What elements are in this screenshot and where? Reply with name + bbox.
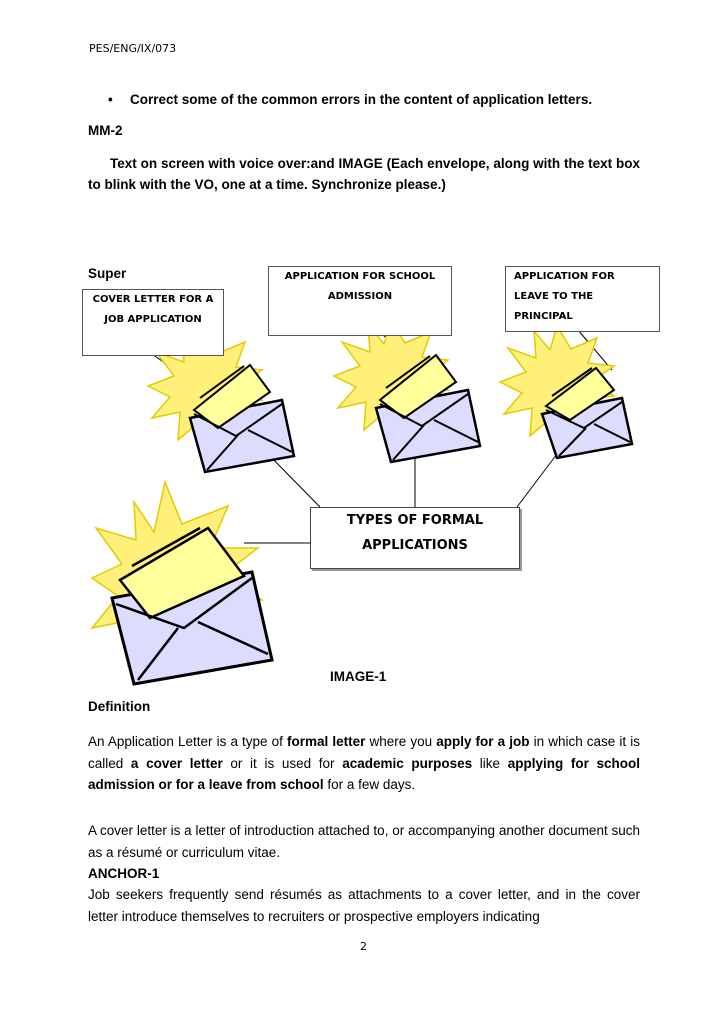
- callout-cover-letter: [82, 289, 224, 356]
- p1-bold-academic: academic purposes: [342, 755, 473, 771]
- callout-cover-line2: JOB APPLICATION: [104, 314, 202, 325]
- types-box-line2: APPLICATIONS: [362, 538, 468, 553]
- envelope-icon: [500, 326, 632, 458]
- p1-bold-cover-letter: a cover letter: [130, 755, 223, 771]
- definition-paragraph: [88, 731, 640, 796]
- anchor-label: ANCHOR-1: [88, 866, 160, 881]
- page-number: 2: [360, 940, 367, 953]
- p1-bold-formal-letter: formal letter: [287, 734, 366, 749]
- envelope-icon-large: [92, 482, 272, 684]
- image-caption: IMAGE-1: [330, 669, 387, 684]
- definition-heading: Definition: [88, 699, 151, 714]
- callout-school-line1: APPLICATION FOR SCHOOL: [284, 271, 436, 282]
- p1-text-6: for a few days.: [323, 777, 416, 792]
- types-box-line1: TYPES OF FORMAL: [346, 513, 484, 528]
- p1-text-2: where you: [365, 734, 437, 749]
- super-label: Super: [88, 266, 127, 281]
- callout-leave: [505, 266, 660, 332]
- bullet-dot: •: [108, 92, 113, 107]
- callout-leave-line2: LEAVE TO THE: [514, 291, 594, 302]
- envelope-icon: [334, 320, 480, 462]
- p1-text-1: An Application Letter is a type of: [88, 734, 288, 749]
- types-of-formal-applications-box: [310, 507, 520, 569]
- mm-label: MM-2: [88, 123, 123, 138]
- job-seekers-paragraph: Job seekers frequently send résumés as attachments to a cover letter, and in the cover letter introduce themselves to recruiters or prospective employers indicating: [88, 887, 640, 924]
- p1-bold-school-leave: applying for school admission or for a leave from school: [88, 755, 640, 792]
- cover-letter-paragraph: A cover letter is a letter of introduction attached to, or accompanying another document such as a résumé or curriculum vitae.: [88, 823, 640, 860]
- callout-leave-line3: PRINCIPAL: [514, 311, 573, 322]
- callout-school-line2: ADMISSION: [327, 291, 393, 302]
- callout-leave-line1: APPLICATION FOR: [514, 271, 615, 282]
- objective-text: Correct some of the common errors in the content of application letters.: [130, 92, 593, 107]
- p1-text-5: like: [472, 755, 508, 771]
- p1-bold-apply-job: apply for a job: [436, 734, 530, 749]
- connector-right-env: [517, 450, 560, 507]
- p1-text-4: or it is used for: [222, 755, 343, 771]
- document-code: PES/ENG/IX/073: [89, 42, 177, 55]
- callout-school-admission: [268, 266, 452, 336]
- p1-text-3: in which case it is called: [88, 734, 640, 771]
- callout-cover-line1: COVER LETTER FOR A: [92, 294, 214, 305]
- instruction-text: Text on screen with voice over:and IMAGE (Each envelope, along with the text box to blink with the VO, one at a time. Synchronize please.): [88, 156, 640, 192]
